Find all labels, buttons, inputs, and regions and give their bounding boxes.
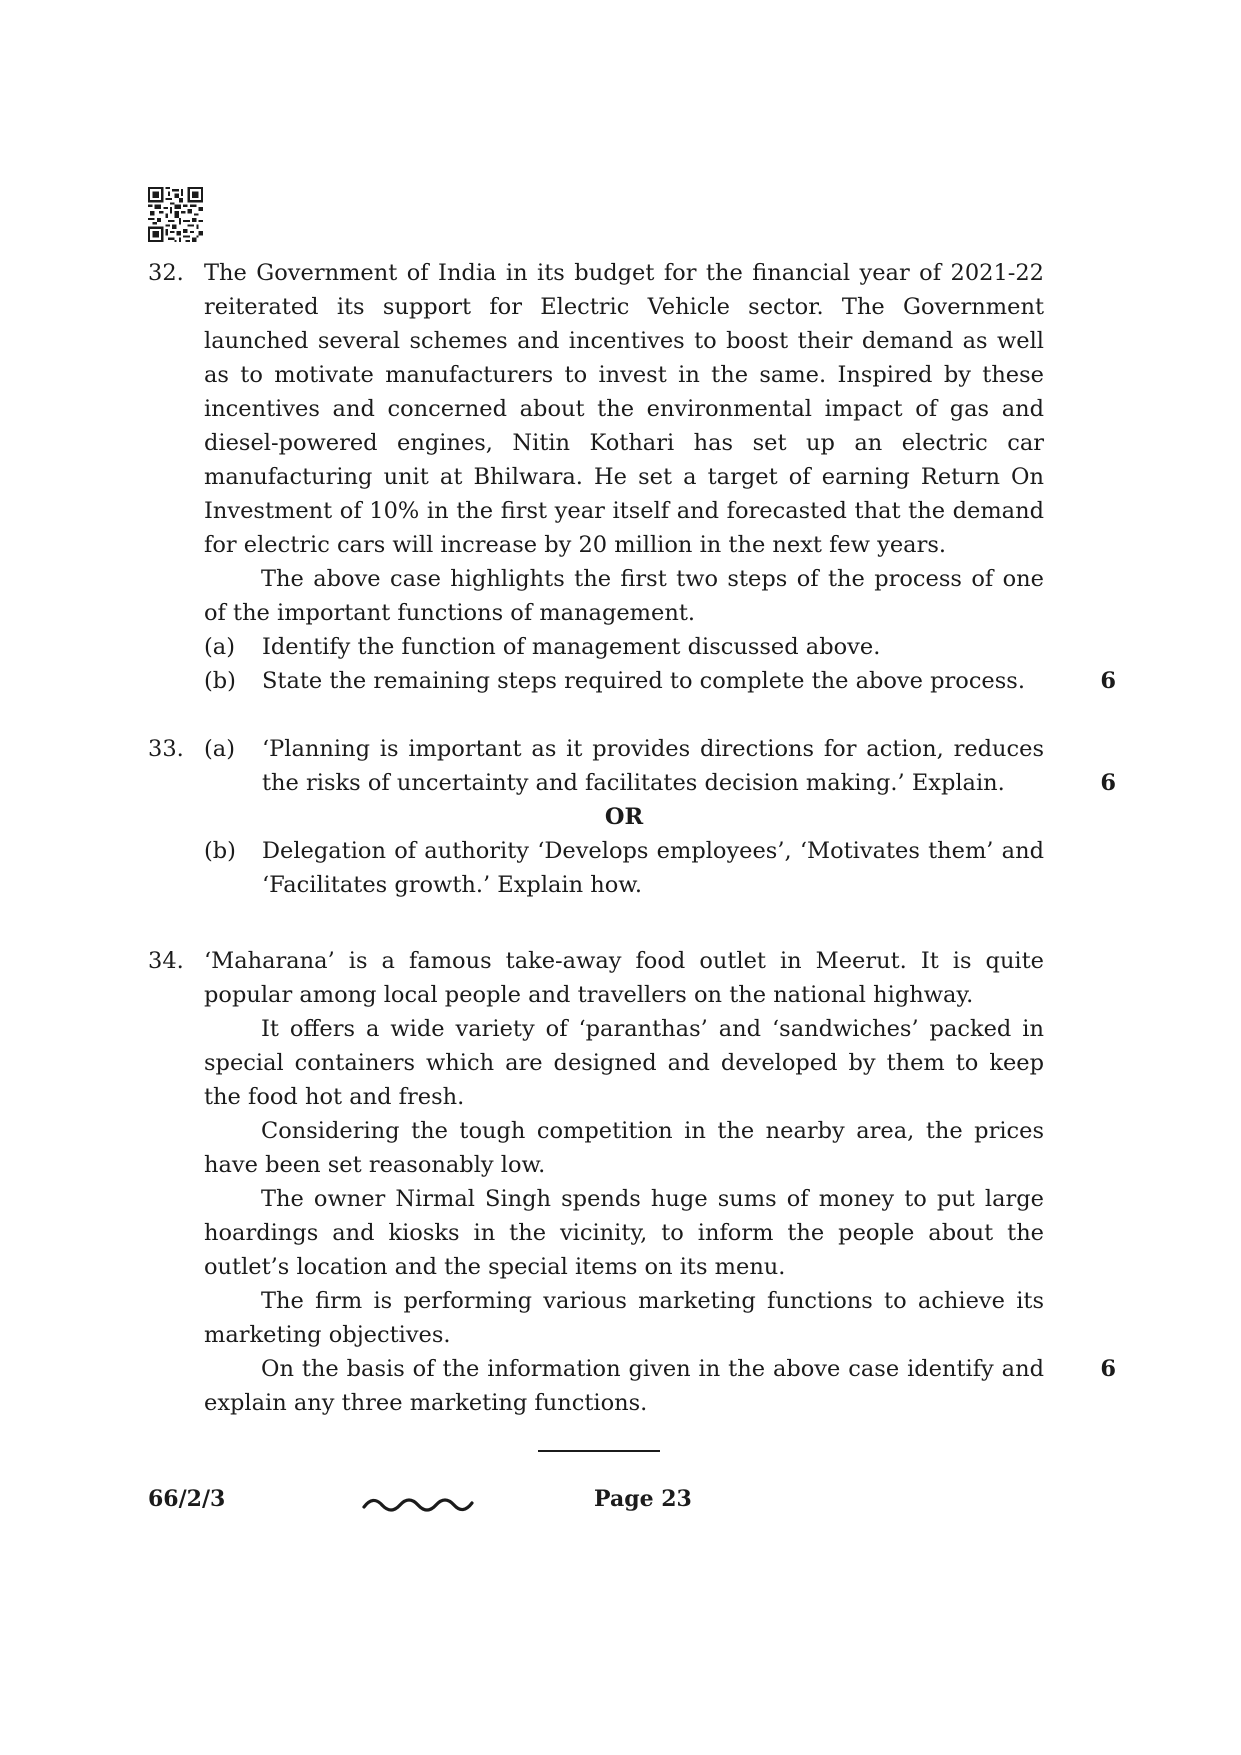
paper-code: 66/2/3	[148, 1486, 226, 1512]
part-text: ‘Planning is important as it provides directions for action, reduces the risks of uncertainty and facilitates decision making.’ Explain.	[262, 736, 1044, 796]
question-34	[148, 944, 1116, 1416]
part-label: (a)	[204, 736, 235, 762]
question-33	[148, 732, 1116, 902]
wave-ornament-icon	[362, 1493, 474, 1515]
page-number: Page 23	[594, 1486, 692, 1512]
question-number: 34.	[148, 948, 184, 974]
end-rule	[538, 1450, 660, 1452]
question-33-part-b	[204, 834, 1044, 902]
question-34-paragraph-2: It offers a wide variety of ‘paranthas’ and ‘sandwiches’ packed in special containers which are designed and developed by them to keep the food hot and fresh.	[204, 1016, 1044, 1110]
or-separator: OR	[604, 804, 644, 830]
part-text: Identify the function of management discussed above.	[262, 634, 881, 660]
question-34-paragraph-1: ‘Maharana’ is a famous take-away food outlet in Meerut. It is quite popular among local people and travellers on the national highway.	[204, 948, 1044, 1008]
question-32	[148, 256, 1116, 696]
qr-code	[148, 187, 203, 242]
question-number: 32.	[148, 260, 184, 286]
question-32-paragraph-2: The above case highlights the first two steps of the process of one of the important functions of management.	[204, 566, 1044, 626]
part-label: (a)	[204, 634, 235, 660]
part-label: (b)	[204, 838, 236, 864]
question-34-paragraph-6: On the basis of the information given in the above case identify and explain any three marketing functions.	[204, 1356, 1044, 1416]
question-32-part-b	[204, 664, 1044, 698]
question-34-paragraph-4: The owner Nirmal Singh spends huge sums of money to put large hoardings and kiosks in the vicinity, to inform the people about the outlet’s location and the special items on its menu.	[204, 1186, 1044, 1280]
question-32-marks: 6	[1100, 668, 1116, 694]
question-32-part-a	[204, 630, 1044, 664]
question-34-paragraph-3: Considering the tough competition in the nearby area, the prices have been set reasonably low.	[204, 1118, 1044, 1178]
question-number: 33.	[148, 736, 184, 762]
part-label: (b)	[204, 668, 236, 694]
question-33-part-a	[204, 732, 1044, 800]
question-33-marks: 6	[1100, 770, 1116, 796]
question-34-paragraph-5: The firm is performing various marketing functions to achieve its marketing objectives.	[204, 1288, 1044, 1348]
question-34-marks: 6	[1100, 1356, 1116, 1382]
part-text: Delegation of authority ‘Develops employees’, ‘Motivates them’ and ‘Facilitates growth.’ Explain how.	[262, 838, 1044, 898]
part-text: State the remaining steps required to complete the above process.	[262, 668, 1025, 694]
question-32-paragraph-1: The Government of India in its budget for the financial year of 2021-22 reiterated its support for Electric Vehicle sector. The Government launched several schemes and incentives to boost their demand as well as to motivate manufacturers to invest in the same. Inspired by these incentives and concerned about the environmental impact of gas and diesel-powered engines, Nitin Kothari has set up an electric car manufacturing unit at Bhilwara. He set a target of earning Return On Investment of 10% in the first year itself and forecasted that the demand for electric cars will increase by 20 million in the next few years.	[204, 260, 1044, 558]
